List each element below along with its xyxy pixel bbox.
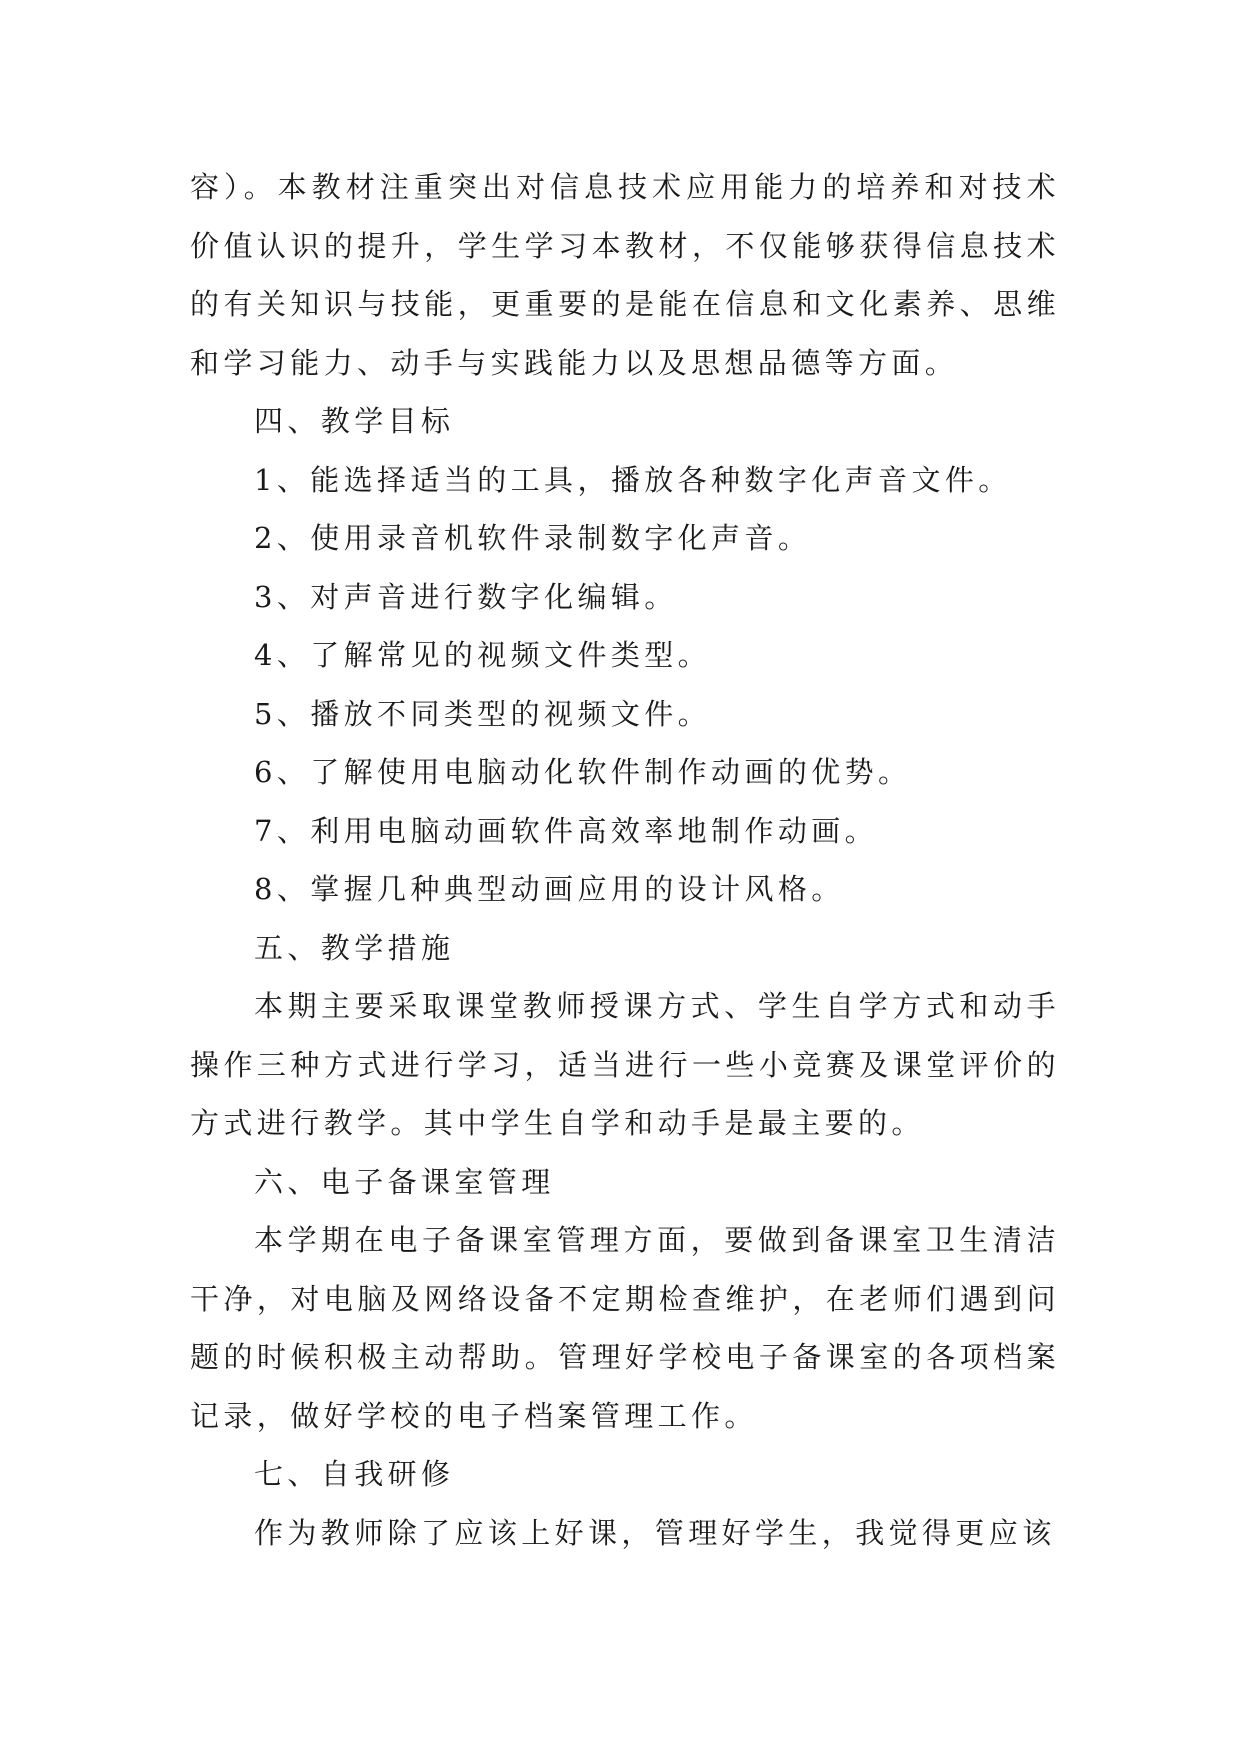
section-heading-prep-room-management: 六、电子备课室管理 bbox=[254, 1164, 555, 1199]
section-heading-teaching-measures: 五、教学措施 bbox=[254, 930, 455, 965]
section-heading-teaching-goals: 四、教学目标 bbox=[254, 404, 455, 438]
goal-item-7: 7、利用电脑动画软件高效率地制作动画。 bbox=[254, 813, 879, 848]
goal-item-6: 6、了解使用电脑动化软件制作动画的优势。 bbox=[254, 755, 912, 789]
paragraph-intro-continuation: 容）。本教材注重突出对信息技术应用能力的培养和对技术价值认识的提升，学生学习本教材，不仅能够获得信息技术的有关知识与技能，更重要的是能在信息和文化素养、思维和学习能力、动手与实践能力以及思想品德等方面。 bbox=[190, 170, 1060, 380]
goal-item-5: 5、播放不同类型的视频文件。 bbox=[254, 696, 712, 731]
section-heading-self-study: 七、自我研修 bbox=[254, 1457, 455, 1491]
goal-item-3: 3、对声音进行数字化编辑。 bbox=[254, 579, 678, 614]
paragraph-teaching-measures: 本期主要采取课堂教师授课方式、学生自学方式和动手操作三种方式进行学习，适当进行一些小竞赛及课堂评价的方式进行教学。其中学生自学和动手是最主要的。 bbox=[190, 989, 1060, 1140]
goal-item-2: 2、使用录音机软件录制数字化声音。 bbox=[254, 521, 812, 555]
goal-item-4: 4、了解常见的视频文件类型。 bbox=[254, 638, 712, 672]
paragraph-self-study: 作为教师除了应该上好课，管理好学生，我觉得更应该 bbox=[254, 1515, 1056, 1550]
goal-item-1: 1、能选择适当的工具，播放各种数字化声音文件。 bbox=[254, 462, 1012, 497]
document-body bbox=[190, 158, 1060, 1562]
paragraph-prep-room-management: 本学期在电子备课室管理方面，要做到备课室卫生清洁干净，对电脑及网络设备不定期检查维护，在老师们遇到问题的时候积极主动帮助。管理好学校电子备课室的各项档案记录，做好学校的电子档案管理工作。 bbox=[190, 1223, 1060, 1433]
goal-item-8: 8、掌握几种典型动画应用的设计风格。 bbox=[254, 872, 845, 906]
